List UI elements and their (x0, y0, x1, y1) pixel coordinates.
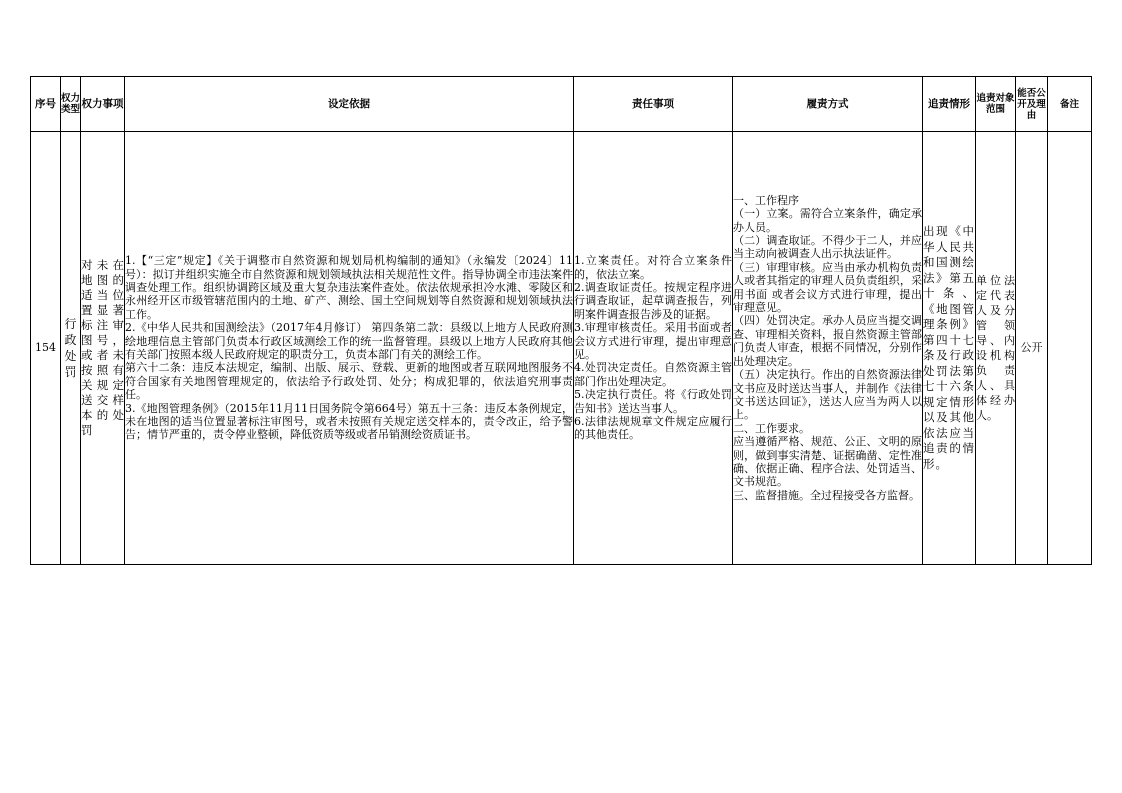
responsibility-item-6: 6.法律法规规章文件规定应履行的其他责任。 (574, 415, 732, 442)
cell-power-type: 行政处罚 (61, 132, 81, 565)
cell-responsibility (574, 132, 733, 565)
basis-paragraph-1: 1.【“三定”规定】《关于调整市自然资源和规划局机构编制的通知》（永编发〔2024〕11号）：拟订并组织实施全市自然资源和规划领域执法相关规范性文件。指导协调全市违法案件调查处理工作。组织协调跨区域及重大复杂违法案件查处。依法依规承担冷水滩、零陵区和永州经开区市级管辖范围内的土地、矿产、测绘、国土空间规划等自然资源和规划领域执法工作。 (125, 254, 573, 321)
cell-method (733, 132, 923, 565)
header-disclosure: 能否公开及理由 (1016, 77, 1048, 132)
method-line-4: （三）审理审核。应当由承办机构负责人或者其指定的审理人员负责组织，采用书面 或者会议方式进行审理，提出审理意见。 (733, 260, 922, 315)
method-line-5: （四）处罚决定。承办人员应当提交调查、审理相关资料，报自然资源主管部门负责人审查，根据不同情况，分别作出处理决定。 (733, 314, 922, 368)
cell-seq: 154 (31, 132, 61, 565)
basis-paragraph-3: 第六十二条：违反本法规定，编制、出版、展示、登载、更新的地图或者互联网地图服务不符合国家有关地图管理规定的，依法给予行政处罚、处分；构成犯罪的，依法追究刑事责任。 (125, 361, 573, 402)
method-line-9: 三、监督措施。全过程接受各方监督。 (733, 488, 920, 502)
header-scope: 追责对象范围 (976, 77, 1016, 132)
power-list-table (30, 76, 1092, 565)
cell-scope: 单位法定代表人及分管领导、内设机构负责人、具体经办人。 (976, 132, 1016, 565)
cell-power-item: 对未在地图的适当位置显著标注审图号，或者未按照有关规定送交样本的处罚 (81, 132, 125, 565)
header-responsibility: 责任事项 (574, 77, 733, 132)
header-row (31, 77, 1092, 132)
method-line-3: （二）调查取证。不得少于二人，并应当主动向被调查人出示执法证件。 (733, 234, 922, 261)
header-method: 履责方式 (733, 77, 923, 132)
method-line-2: （一）立案。需符合立案条件，确定承办人员。 (733, 207, 922, 234)
table-row (31, 132, 1092, 565)
responsibility-item-4: 4.处罚决定责任。自然资源主管部门作出处理决定。 (574, 361, 732, 388)
responsibility-item-5: 5.决定执行责任。将《行政处罚告知书》送达当事人。 (574, 388, 732, 415)
header-remark: 备注 (1048, 77, 1092, 132)
header-basis: 设定依据 (125, 77, 574, 132)
cell-basis (125, 132, 574, 565)
cell-disclosure: 公开 (1016, 132, 1048, 565)
responsibility-item-3: 3.审理审核责任。采用书面或者会议方式进行审理，提出审理意见。 (574, 321, 732, 361)
basis-paragraph-2: 2.《中华人民共和国测绘法》（2017年4月修订） 第四条第二款：县级以上地方人民政府测绘地理信息主管部门负责本行政区域测绘工作的统一监督管理。县级以上地方人民政府其他有关部门按照本级人民政府规定的职责分工，负责本部门有关的测绘工作。 (125, 321, 573, 361)
method-line-6: （五）决定执行。作出的自然资源法律文书应及时送达当事人，并制作《法律文书送达回证》，送达人应当为两人以上。 (733, 368, 922, 422)
basis-paragraph-4: 3.《地图管理条例》（2015年11月11日国务院令第664号）第五十三条：违反本条例规定，未在地图的适当位置显著标注审图号，或者未按照有关规定送交样本的，责令改正，给予警告；情节严重的，责令停业整顿，降低资质等级或者吊销测绘资质证书。 (125, 401, 573, 442)
header-accountability: 追责情形 (923, 77, 976, 132)
header-power-item: 权力事项 (81, 77, 125, 132)
cell-remark (1048, 132, 1092, 565)
header-power-type: 权力类型 (61, 77, 81, 132)
header-seq: 序号 (31, 77, 61, 132)
cell-accountability: 出现《中华人民共和国测绘法》第五十条、《地图管理条例》第四十七条及行政处罚法第七十六条规定情形以及其他依法应当追责的情形。 (923, 132, 976, 565)
method-line-8: 应当遵循严格、规范、公正、文明的原则，做到事实清楚、证据确凿、定性准确、依据正确、程序合法、处罚适当、文书规范。 (733, 435, 922, 489)
method-line-1: 一、工作程序 (733, 193, 799, 207)
method-line-7: 二、工作要求。 (733, 421, 810, 435)
responsibility-item-2: 2.调查取证责任。按规定程序进行调查取证，起草调查报告，列明案件调查报告涉及的证据。 (574, 280, 732, 321)
responsibility-item-1: 1.立案责任。对符合立案条件的，依法立案。 (574, 254, 732, 281)
